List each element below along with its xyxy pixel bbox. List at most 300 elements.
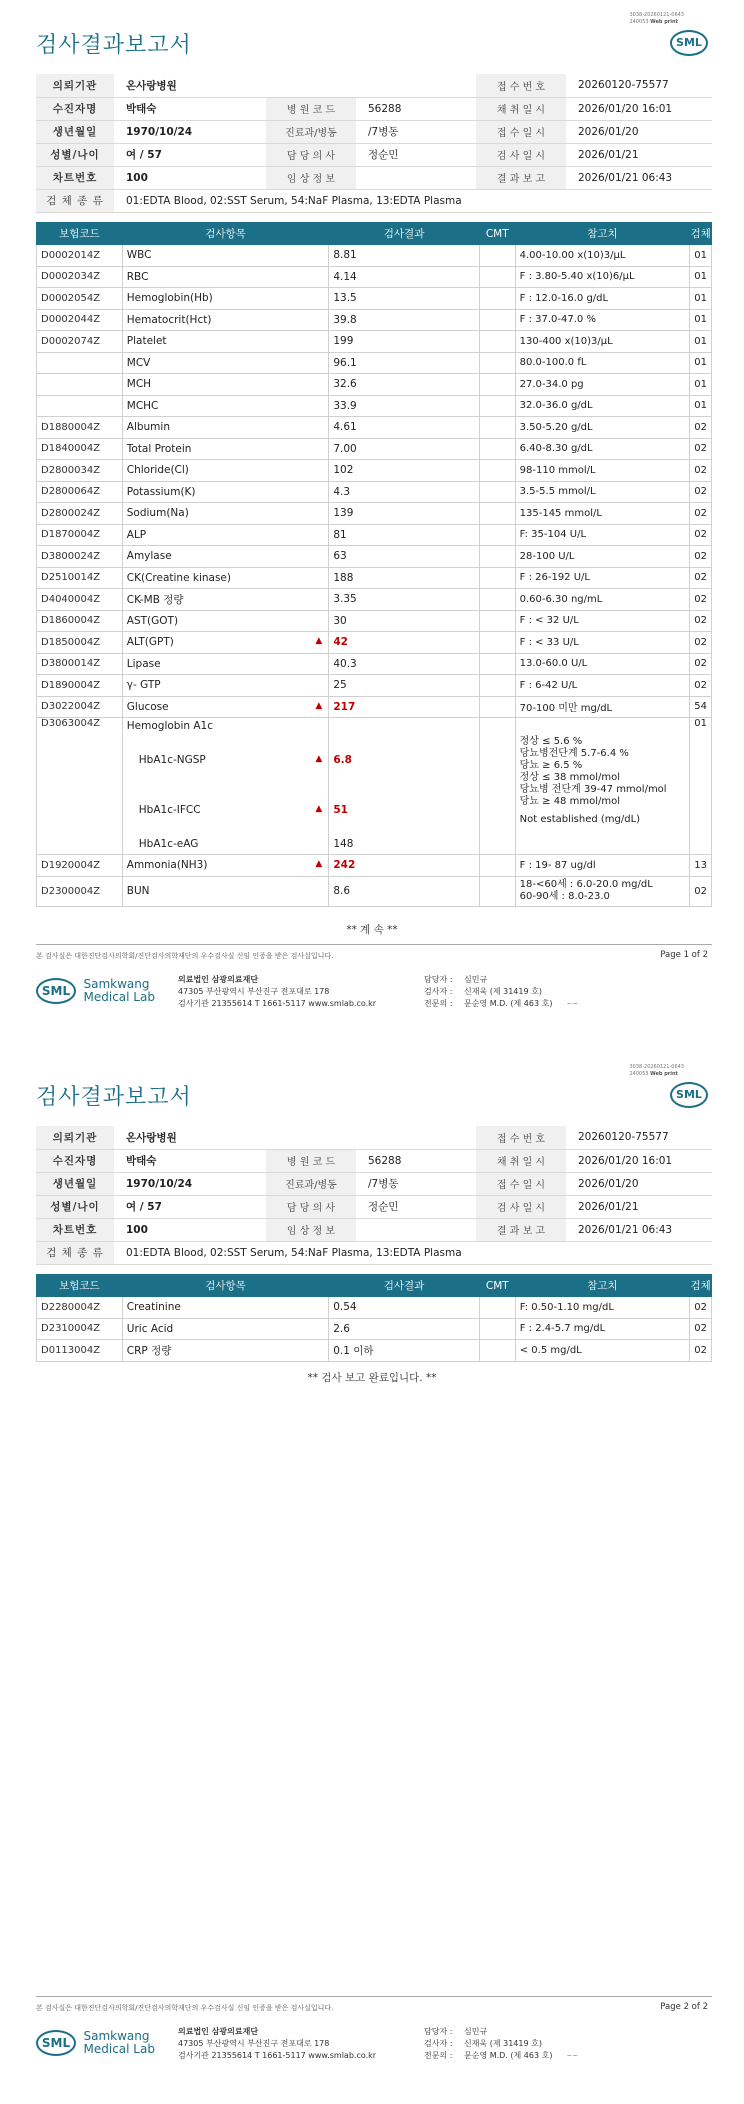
- reception-no-label: 접 수 번 호: [476, 74, 566, 97]
- results-table-page-2: [36, 1274, 712, 1362]
- test-name: CRP 정량: [126, 1344, 172, 1357]
- report-title: 검사결과보고서: [36, 33, 192, 58]
- reference-value: F : 2.4-5.7 mg/dL: [515, 1318, 690, 1340]
- table-row: [37, 653, 712, 675]
- print-code: [629, 1064, 684, 1078]
- cmt-cell: [479, 610, 515, 632]
- insurance-code: D4040004Z: [37, 589, 123, 611]
- cmt-cell: [479, 503, 515, 525]
- cmt-cell: [479, 855, 515, 877]
- result-value: 4.14: [329, 266, 479, 288]
- cmt-cell: [479, 653, 515, 675]
- table-row: [37, 245, 712, 267]
- hospital-label: 의뢰기관: [36, 1126, 114, 1149]
- test-name: Amylase: [126, 550, 172, 563]
- result-value: 7.00: [329, 438, 479, 460]
- footer-divider: [36, 944, 712, 945]
- reference-value: F : 12.0-16.0 g/dL: [515, 288, 690, 310]
- col-cmt: CMT: [479, 223, 515, 245]
- high-arrow-icon: ▲: [315, 859, 323, 870]
- cmt-cell: [479, 675, 515, 697]
- insurance-code: [37, 374, 123, 396]
- test-name: CK-MB 정량: [126, 593, 184, 606]
- reference-value: 당뇨병 전단계 39-47 mmol/mol: [519, 784, 667, 795]
- doctor-label: 담 당 의 사: [266, 143, 356, 166]
- test-name-cell: [122, 245, 329, 267]
- specimen-code: 01: [690, 352, 712, 374]
- cmt-cell: [479, 395, 515, 417]
- cmt-cell: [479, 589, 515, 611]
- reference-value: F : 3.80-5.40 x(10)6/μL: [515, 266, 690, 288]
- test-name-cell: [122, 696, 329, 718]
- reference-value: 당뇨 ≥ 48 mmol/mol: [519, 796, 620, 807]
- reference-value: 당뇨병전단계 5.7-6.4 %: [519, 748, 629, 759]
- table-row: [37, 438, 712, 460]
- reference-value: 60-90세 : 8.0-23.0: [519, 891, 610, 902]
- clinical-info-value: [356, 166, 476, 189]
- dept-label: 진료과/병동: [266, 1172, 356, 1195]
- test-name-cell: [122, 1318, 328, 1340]
- cmt-cell: [479, 1297, 515, 1319]
- reference-value: F : 26-192 U/L: [515, 567, 690, 589]
- insurance-code: D1850004Z: [37, 632, 123, 654]
- birth-value: 1970/10/24: [114, 120, 266, 143]
- test-name-cell: [122, 331, 329, 353]
- table-row: [37, 524, 712, 546]
- specimen-code: 02: [690, 653, 712, 675]
- footer-divider: [36, 1996, 712, 1997]
- table-row: [37, 352, 712, 374]
- insurance-code: D1870004Z: [37, 524, 123, 546]
- doctor-label: 담 당 의 사: [266, 1195, 356, 1218]
- cmt-cell: [479, 481, 515, 503]
- sex-age-value: 여 / 57: [114, 1195, 266, 1218]
- doctor-value: 정순민: [356, 1195, 476, 1218]
- test-name: RBC: [126, 270, 149, 283]
- insurance-code: D1920004Z: [37, 855, 123, 877]
- test-name: ALP: [126, 528, 147, 541]
- collected-value: 2026/01/20 16:01: [566, 1149, 712, 1172]
- high-arrow-icon: ▲: [315, 754, 323, 764]
- lab-logo: [36, 978, 155, 1004]
- received-value: 2026/01/20: [566, 1172, 712, 1195]
- test-name-cell: [122, 675, 329, 697]
- table-row: [37, 417, 712, 439]
- patient-info-table: [36, 74, 712, 213]
- signature-image: ~~: [566, 2052, 579, 2060]
- specimen-label: 검 체 종 류: [36, 1241, 114, 1264]
- result-value: 3.35: [329, 589, 479, 611]
- test-name-cell: [122, 481, 329, 503]
- test-name-cell: [122, 567, 329, 589]
- test-name: Chloride(Cl): [126, 464, 189, 477]
- specimen-code: 01: [690, 266, 712, 288]
- insurance-code: D2800024Z: [37, 503, 123, 525]
- chart-no-value: 100: [114, 1218, 266, 1241]
- test-name: MCV: [126, 356, 151, 369]
- insurance-code: D2510014Z: [37, 567, 123, 589]
- specimen-code: 02: [690, 460, 712, 482]
- result-value: 96.1: [329, 352, 479, 374]
- result-value: 25: [329, 675, 479, 697]
- insurance-code: D2300004Z: [37, 876, 123, 906]
- test-name: Ammonia(NH3): [126, 859, 208, 872]
- print-code-line: 3038-20260121-0643: [629, 1064, 684, 1070]
- insurance-code: [37, 352, 123, 374]
- staff-name: 심민규: [464, 2027, 488, 2036]
- test-name: MCH: [126, 378, 152, 391]
- lab-name: Medical Lab: [83, 990, 155, 1004]
- specimen-code: 02: [690, 417, 712, 439]
- sex-age-label: 성별/나이: [36, 143, 114, 166]
- patient-info-table: [36, 1126, 712, 1265]
- reference-value: 3.5-5.5 mmol/L: [515, 481, 690, 503]
- result-value: 217: [329, 696, 479, 718]
- reference-value: 정상 ≤ 5.6 %: [519, 736, 583, 747]
- tested-label: 검 사 일 시: [476, 143, 566, 166]
- test-name-cell: [122, 1297, 328, 1319]
- specimen-code: 01: [690, 288, 712, 310]
- table-row: [37, 718, 712, 855]
- test-name-cell: [122, 438, 329, 460]
- high-arrow-icon: ▲: [315, 804, 323, 814]
- reference-value: Not established (mg/dL): [519, 814, 641, 825]
- lab-address-block: [178, 974, 376, 1010]
- table-row: [37, 503, 712, 525]
- hospital-code-value: 56288: [356, 97, 476, 120]
- patient-name-value: 박태숙: [114, 97, 266, 120]
- specimen-code: 02: [690, 632, 712, 654]
- cmt-cell: [479, 546, 515, 568]
- sml-logo-mark: SML: [36, 978, 76, 1004]
- staff-name: 문순영 M.D. (제 463 호): [464, 999, 553, 1008]
- reported-label: 결 과 보 고: [476, 166, 566, 189]
- print-code-line: 3038-20260121-0643: [629, 12, 684, 18]
- test-name-cell: [122, 309, 329, 331]
- test-name-cell: [122, 417, 329, 439]
- specimen-code: 02: [690, 589, 712, 611]
- test-name: CK(Creatine kinase): [126, 571, 231, 584]
- results-table-page-1: [36, 222, 712, 907]
- lab-staff-block: [424, 974, 578, 1010]
- test-name-cell: [122, 460, 329, 482]
- insurance-code: D1880004Z: [37, 417, 123, 439]
- insurance-code: D2800034Z: [37, 460, 123, 482]
- col-specimen: 검체: [690, 1275, 712, 1297]
- specimen-code: 02: [690, 524, 712, 546]
- reference-value: 80.0-100.0 fL: [515, 352, 690, 374]
- cmt-cell: [479, 1340, 515, 1362]
- specimen-value: 01:EDTA Blood, 02:SST Serum, 54:NaF Plasma, 13:EDTA Plasma: [114, 1241, 712, 1264]
- dept-value: /7병동: [356, 1172, 476, 1195]
- result-value: 242: [329, 855, 479, 877]
- test-name: Potassium(K): [126, 485, 196, 498]
- reference-value: 정상 ≤ 38 mmol/mol: [519, 772, 620, 783]
- doctor-value: 정순민: [356, 143, 476, 166]
- result-value: 199: [329, 331, 479, 353]
- insurance-code: D0002044Z: [37, 309, 123, 331]
- reference-value: F : < 33 U/L: [515, 632, 690, 654]
- result-value: 13.5: [329, 288, 479, 310]
- cmt-cell: [479, 417, 515, 439]
- insurance-code: D2280004Z: [37, 1297, 123, 1319]
- insurance-code: [37, 395, 123, 417]
- reference-value: F : 6-42 U/L: [515, 675, 690, 697]
- result-value: 63: [329, 546, 479, 568]
- col-reference: 참고치: [515, 1275, 690, 1297]
- test-name: Hematocrit(Hct): [126, 313, 212, 326]
- test-name: MCHC: [126, 399, 159, 412]
- reference-value: 당뇨 ≥ 6.5 %: [519, 760, 583, 771]
- reference-value: F : 19- 87 ug/dl: [515, 855, 690, 877]
- test-name-cell: [122, 395, 329, 417]
- result-value: 30: [329, 610, 479, 632]
- certification-note: 본 검사실은 대한진단검사의학회/진단검사의학재단의 우수검사실 신임 인증을 받은 검사실입니다.: [36, 2004, 334, 2012]
- insurance-code: D3800014Z: [37, 653, 123, 675]
- test-name: HbA1c-NGSP: [138, 754, 206, 766]
- test-name: ALT(GPT): [126, 636, 174, 649]
- result-value: 4.61: [329, 417, 479, 439]
- patient-name-label: 수진자명: [36, 97, 114, 120]
- reference-value: 6.40-8.30 g/dL: [515, 438, 690, 460]
- lab-address: 47305 부산광역시 부산진구 전포대로 178: [178, 987, 330, 996]
- reference-value: 4.00-10.00 x(10)3/μL: [515, 245, 690, 267]
- collected-label: 채 취 일 시: [476, 1149, 566, 1172]
- dept-value: /7병동: [356, 120, 476, 143]
- tested-value: 2026/01/21: [566, 1195, 712, 1218]
- test-name: Albumin: [126, 421, 170, 434]
- col-insurance-code: 보험코드: [37, 1275, 123, 1297]
- insurance-code: D3800024Z: [37, 546, 123, 568]
- reception-no-label: 접 수 번 호: [476, 1126, 566, 1149]
- result-value: 4.3: [329, 481, 479, 503]
- hospital-value: 온사랑병원: [114, 1126, 476, 1149]
- clinical-info-label: 임 상 정 보: [266, 166, 356, 189]
- signature-image: ~~: [566, 1000, 579, 1008]
- lab-name: Medical Lab: [83, 2042, 155, 2056]
- test-name: WBC: [126, 249, 152, 262]
- reported-value: 2026/01/21 06:43: [566, 1218, 712, 1241]
- result-value: 81: [329, 524, 479, 546]
- web-print-label: Web print: [650, 1071, 678, 1077]
- report-title: 검사결과보고서: [36, 1085, 192, 1110]
- high-arrow-icon: ▲: [315, 700, 323, 711]
- cmt-cell: [479, 245, 515, 267]
- reference-value: F : 37.0-47.0 %: [515, 309, 690, 331]
- cmt-cell: [479, 266, 515, 288]
- table-row: [37, 374, 712, 396]
- table-row: [37, 855, 712, 877]
- table-row: [37, 546, 712, 568]
- reference-value: < 0.5 mg/dL: [515, 1340, 690, 1362]
- cmt-cell: [479, 331, 515, 353]
- result-value: 42: [329, 632, 479, 654]
- chart-no-label: 차트번호: [36, 1218, 114, 1241]
- received-label: 접 수 일 시: [476, 1172, 566, 1195]
- result-value: 40.3: [329, 653, 479, 675]
- result-cell: [329, 718, 479, 855]
- sml-logo: SML: [670, 1082, 708, 1108]
- specimen-code: 01: [690, 395, 712, 417]
- specimen-code: 01: [690, 331, 712, 353]
- result-value: 32.6: [329, 374, 479, 396]
- table-row: [37, 1297, 712, 1319]
- insurance-code: D1860004Z: [37, 610, 123, 632]
- insurance-code: D3063004Z: [37, 718, 123, 855]
- insurance-code: D0113004Z: [37, 1340, 123, 1362]
- test-name-cell: [122, 374, 329, 396]
- cmt-cell: [479, 567, 515, 589]
- clinical-info-value: [356, 1218, 476, 1241]
- cmt-cell: [479, 696, 515, 718]
- print-code: [629, 12, 684, 26]
- test-name: Creatinine: [126, 1301, 181, 1314]
- test-name: Platelet: [126, 335, 167, 348]
- staff-label: 담당자 :: [424, 975, 453, 984]
- specimen-code: 54: [690, 696, 712, 718]
- table-row: [37, 632, 712, 654]
- specimen-code: 02: [690, 546, 712, 568]
- reference-value: 98-110 mmol/L: [515, 460, 690, 482]
- staff-label: 검사자 :: [424, 2039, 453, 2048]
- staff-label: 전문의 :: [424, 2051, 453, 2060]
- specimen-code: 02: [690, 567, 712, 589]
- lab-address-block: [178, 2026, 376, 2062]
- specimen-code: 01: [690, 309, 712, 331]
- specimen-code: 01: [690, 245, 712, 267]
- result-value: 2.6: [329, 1318, 480, 1340]
- sml-logo: SML: [670, 30, 708, 56]
- hospital-code-value: 56288: [356, 1149, 476, 1172]
- result-value: 33.9: [329, 395, 479, 417]
- test-name-cell: [122, 288, 329, 310]
- birth-value: 1970/10/24: [114, 1172, 266, 1195]
- reception-no-value: 20260120-75577: [566, 74, 712, 97]
- test-name: Hemoglobin(Hb): [126, 292, 213, 305]
- birth-label: 생년월일: [36, 120, 114, 143]
- lab-address: 47305 부산광역시 부산진구 전포대로 178: [178, 2039, 330, 2048]
- reference-value: F: 0.50-1.10 mg/dL: [515, 1297, 690, 1319]
- result-value: 102: [329, 460, 479, 482]
- reference-value: 13.0-60.0 U/L: [515, 653, 690, 675]
- cmt-cell: [479, 718, 515, 855]
- insurance-code: D2310004Z: [37, 1318, 123, 1340]
- insurance-code: D0002074Z: [37, 331, 123, 353]
- cmt-cell: [479, 460, 515, 482]
- specimen-label: 검 체 종 류: [36, 189, 114, 212]
- test-name: Hemoglobin A1c: [126, 720, 213, 732]
- test-name: Sodium(Na): [126, 507, 189, 520]
- hospital-code-label: 병 원 코 드: [266, 1149, 356, 1172]
- table-row: [37, 288, 712, 310]
- collected-value: 2026/01/20 16:01: [566, 97, 712, 120]
- reference-cell: [515, 718, 690, 855]
- result-value: 39.8: [329, 309, 479, 331]
- test-name: Uric Acid: [126, 1322, 174, 1335]
- reported-label: 결 과 보 고: [476, 1218, 566, 1241]
- reference-value: 0.60-6.30 ng/mL: [515, 589, 690, 611]
- tested-value: 2026/01/21: [566, 143, 712, 166]
- cmt-cell: [479, 352, 515, 374]
- test-name: Lipase: [126, 657, 161, 670]
- table-row: [37, 610, 712, 632]
- result-value: 51: [333, 804, 348, 816]
- table-row: [37, 481, 712, 503]
- specimen-code: 02: [690, 1340, 712, 1362]
- col-specimen: 검체: [690, 223, 712, 245]
- table-row: [37, 309, 712, 331]
- result-value: 0.1 이하: [329, 1340, 480, 1362]
- staff-name: 문순영 M.D. (제 463 호): [464, 2051, 553, 2060]
- specimen-code: 02: [690, 503, 712, 525]
- specimen-code: 02: [690, 1318, 712, 1340]
- staff-name: 신재욱 (제 31419 호): [464, 987, 542, 996]
- reference-value: F: 35-104 U/L: [515, 524, 690, 546]
- table-row: [37, 696, 712, 718]
- test-name: γ- GTP: [126, 679, 161, 692]
- birth-label: 생년월일: [36, 1172, 114, 1195]
- report-page-2: [0, 1052, 744, 2104]
- sex-age-label: 성별/나이: [36, 1195, 114, 1218]
- patient-name-value: 박태숙: [114, 1149, 266, 1172]
- table-row: [37, 589, 712, 611]
- insurance-code: D3022004Z: [37, 696, 123, 718]
- staff-label: 검사자 :: [424, 987, 453, 996]
- test-name-cell: [122, 266, 329, 288]
- reference-value: 18-<60세 : 6.0-20.0 mg/dL: [519, 879, 653, 890]
- test-name-cell: [122, 589, 329, 611]
- reference-value: F : < 32 U/L: [515, 610, 690, 632]
- high-arrow-icon: ▲: [315, 636, 323, 647]
- continue-notice: ** 계 속 **: [346, 924, 398, 936]
- table-row: [37, 331, 712, 353]
- sml-logo-mark: SML: [36, 2030, 76, 2056]
- tested-label: 검 사 일 시: [476, 1195, 566, 1218]
- reference-value: 27.0-34.0 pg: [515, 374, 690, 396]
- insurance-code: D0002054Z: [37, 288, 123, 310]
- col-insurance-code: 보험코드: [37, 223, 123, 245]
- table-row: [37, 266, 712, 288]
- certification-note: 본 검사실은 대한진단검사의학회/진단검사의학재단의 우수검사실 신임 인증을 받은 검사실입니다.: [36, 952, 334, 960]
- specimen-value: 01:EDTA Blood, 02:SST Serum, 54:NaF Plasma, 13:EDTA Plasma: [114, 189, 712, 212]
- report-complete-notice: ** 검사 보고 완료입니다. **: [307, 1372, 437, 1384]
- hospital-value: 온사랑병원: [114, 74, 476, 97]
- lab-contact: 검사기관 21355614 T 1661-5117 www.smlab.co.kr: [178, 2051, 377, 2060]
- test-name-cell: [122, 546, 329, 568]
- received-label: 접 수 일 시: [476, 120, 566, 143]
- col-result: 검사결과: [329, 1275, 480, 1297]
- insurance-code: D0002034Z: [37, 266, 123, 288]
- cmt-cell: [479, 438, 515, 460]
- received-value: 2026/01/20: [566, 120, 712, 143]
- table-row: [37, 675, 712, 697]
- test-name-cell: [122, 352, 329, 374]
- print-code-line: 240053: [629, 1071, 649, 1077]
- web-print-label: Web print: [650, 19, 678, 25]
- page-number: Page 2 of 2: [660, 2002, 708, 2012]
- hospital-label: 의뢰기관: [36, 74, 114, 97]
- clinical-info-label: 임 상 정 보: [266, 1218, 356, 1241]
- test-name-cell: [122, 610, 329, 632]
- insurance-code: D0002014Z: [37, 245, 123, 267]
- page-number: Page 1 of 2: [660, 950, 708, 960]
- insurance-code: D1890004Z: [37, 675, 123, 697]
- cmt-cell: [479, 876, 515, 906]
- test-name-cell: [122, 632, 329, 654]
- result-value: 139: [329, 503, 479, 525]
- staff-label: 전문의 :: [424, 999, 453, 1008]
- sex-age-value: 여 / 57: [114, 143, 266, 166]
